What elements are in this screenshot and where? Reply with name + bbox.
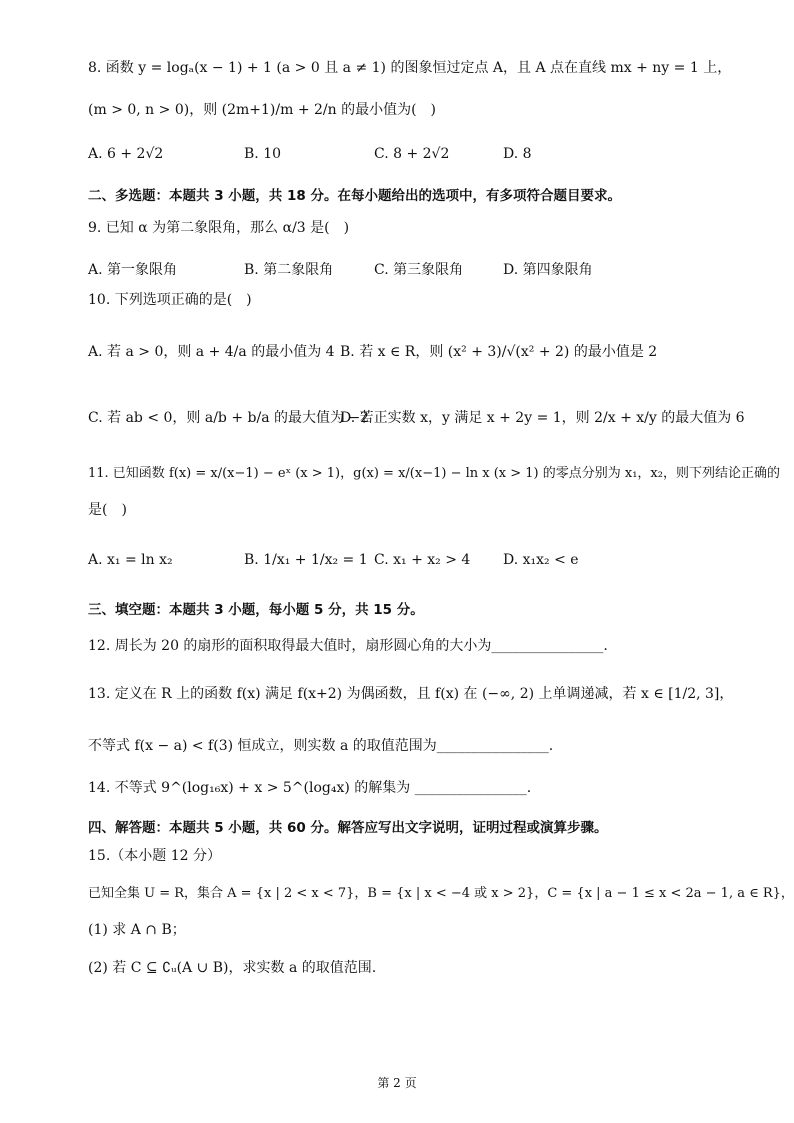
q13-stem-line2: 不等式 f(x − a) < f(3) 恒成立，则实数 a 的取值范围为________________. (88, 738, 554, 754)
q11-option-c: C. x₁ + x₂ > 4 (374, 552, 471, 568)
q8-stem-line2: (m > 0, n > 0)，则 (2m+1)/m + 2/n 的最小值为( ) (88, 102, 437, 118)
q8-stem-line1: 8. 函数 y = logₐ(x − 1) + 1 (a > 0 且 a ≠ 1) 的图象恒过定点 A，且 A 点在直线 mx + ny = 1 上， (88, 60, 732, 76)
q11-option-d: D. x₁x₂ < e (503, 552, 579, 568)
q15-given: 已知全集 U = R，集合 A = {x | 2 < x < 7}，B = {x | x < −4 或 x > 2}，C = {x | a − 1 ≤ x < 2a − 1, a ∈ R}， (88, 886, 794, 901)
q8-option-b: B. 10 (244, 146, 282, 162)
section-multi-choice-heading: 二、多选题：本题共 3 小题，共 18 分。在每小题给出的选项中，有多项符合题目要求。 (88, 188, 621, 204)
q9-option-c: C. 第三象限角 (374, 262, 464, 278)
q8-option-d: D. 8 (503, 146, 532, 162)
q15-part1: (1) 求 A ∩ B； (88, 922, 186, 938)
q9-stem: 9. 已知 α 为第二象限角，那么 α/3 是( ) (88, 220, 350, 236)
q12-stem: 12. 周长为 20 的扇形的面积取得最大值时，扇形圆心角的大小为________________. (88, 638, 608, 654)
q15-part2: (2) 若 C ⊆ ∁ᵤ(A ∪ B)，求实数 a 的取值范围. (88, 960, 377, 976)
q10-option-b: B. 若 x ∈ R，则 (x² + 3)/√(x² + 2) 的最小值是 2 (340, 344, 658, 360)
section-fill-blank-heading: 三、填空题：本题共 3 小题，每小题 5 分，共 15 分。 (88, 602, 424, 618)
q11-stem-line2: 是( ) (88, 502, 127, 518)
section-solution-heading: 四、解答题：本题共 5 小题，共 60 分。解答应写出文字说明，证明过程或演算步骤。 (88, 820, 608, 836)
q10-option-a: A. 若 a > 0，则 a + 4/a 的最小值为 4 (88, 344, 335, 360)
q14-stem: 14. 不等式 9^(log₁₆x) + x > 5^(log₄x) 的解集为 ________________. (88, 780, 532, 796)
q8-option-c: C. 8 + 2√2 (374, 146, 450, 162)
q11-option-b: B. 1/x₁ + 1/x₂ = 1 (244, 552, 368, 568)
q9-option-a: A. 第一象限角 (88, 262, 178, 278)
q11-stem-line1: 11. 已知函数 f(x) = x/(x−1) − eˣ (x > 1)，g(x) = x/(x−1) − ln x (x > 1) 的零点分别为 x₁，x₂，则下列结论正确的 (88, 466, 780, 481)
q13-stem-line1: 13. 定义在 R 上的函数 f(x) 满足 f(x+2) 为偶函数，且 f(x) 在 (−∞, 2) 上单调递减，若 x ∈ [1/2, 3]， (88, 686, 734, 702)
q9-option-b: B. 第二象限角 (244, 262, 334, 278)
q15-heading: 15.（本小题 12 分） (88, 848, 221, 864)
q8-option-a: A. 6 + 2√2 (88, 146, 164, 162)
q10-option-c: C. 若 ab < 0，则 a/b + b/a 的最大值为 −2 (88, 410, 370, 426)
q10-option-d: D. 若正实数 x，y 满足 x + 2y = 1，则 2/x + x/y 的最大值为 6 (340, 410, 745, 426)
page-number: 第 2 页 (377, 1076, 417, 1090)
q10-stem: 10. 下列选项正确的是( ) (88, 292, 252, 308)
q11-option-a: A. x₁ = ln x₂ (88, 552, 173, 568)
q9-option-d: D. 第四象限角 (503, 262, 593, 278)
